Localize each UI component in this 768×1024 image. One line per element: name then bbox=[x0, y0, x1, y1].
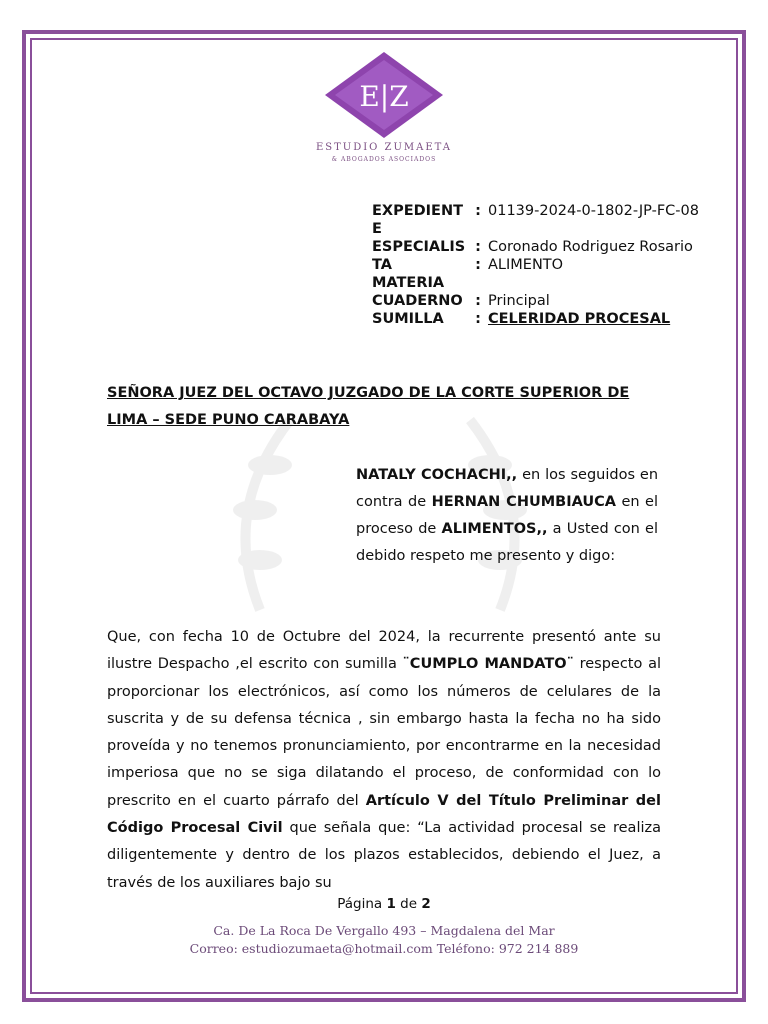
footer-contact: Correo: estudiozumaeta@hotmail.com Teléfono: 972 214 889 bbox=[189, 941, 579, 956]
intro-paragraph: NATALY COCHACHI,, en los seguidos en contra de HERNAN CHUMBIAUCA en el proceso de ALIMENTOS,, a Usted con el debido respeto me presento y digo: bbox=[356, 467, 659, 564]
cuaderno-value: Principal bbox=[488, 293, 550, 309]
sumilla-value: CELERIDAD PROCESAL bbox=[488, 311, 671, 327]
addressee-heading: SEÑORA JUEZ DEL OCTAVO JUZGADO DE LA CORTE SUPERIOR DE LIMA – SEDE PUNO CARABAYA bbox=[107, 385, 630, 428]
defendant-name: HERNAN CHUMBIAUCA bbox=[431, 494, 617, 510]
sumilla-label: SUMILLA bbox=[372, 311, 444, 327]
article-reference: Artículo V del Título Preliminar del Código Procesal Civil bbox=[107, 792, 661, 837]
firm-name: ESTUDIO ZUMAETA bbox=[315, 142, 453, 153]
colon: : bbox=[475, 311, 481, 327]
materia-label: MATERIA bbox=[372, 275, 445, 291]
meta-row-cuaderno bbox=[372, 292, 722, 310]
meta-row-expediente bbox=[372, 202, 722, 238]
firm-subtitle: & ABOGADOS ASOCIADOS bbox=[331, 156, 437, 163]
meta-row-sumilla bbox=[372, 310, 722, 328]
case-metadata bbox=[372, 202, 722, 328]
especialista-label: ESPECIALISTA bbox=[372, 239, 466, 273]
firm-logo bbox=[0, 52, 768, 163]
footer-address: Ca. De La Roca De Vergallo 493 – Magdalena del Mar bbox=[213, 923, 555, 938]
colon: : bbox=[475, 203, 481, 219]
materia-value: ALIMENTO bbox=[488, 257, 564, 273]
colon: : bbox=[475, 239, 481, 255]
cumplo-mandato: ¨CUMPLO MANDATO¨ bbox=[402, 656, 574, 673]
page-number: Página 1 de 2 bbox=[337, 896, 431, 912]
expediente-label: EXPEDIENTE bbox=[372, 203, 463, 237]
footer bbox=[0, 922, 768, 958]
expediente-value: 01139-2024-0-1802-JP-FC-08 bbox=[488, 203, 699, 219]
especialista-value: Coronado Rodriguez Rosario bbox=[488, 239, 693, 255]
ez-diamond-icon bbox=[325, 52, 443, 138]
meta-row-especialista-materia bbox=[372, 238, 722, 292]
body-paragraph: Que, con fecha 10 de Octubre del 2024, la recurrente presentó ante su ilustre Despacho ,el escrito con sumilla ¨CUMPLO MANDATO¨ respecto al proporcionar los electrónicos, así como los números de celulares de la suscrita y de su defensa técnica , sin embargo hasta la fecha no ha sido proveída y no tenemos pronunciamiento, por encontrarme en la necesidad imperiosa que no se siga dilatando el proceso, de conformidad con lo prescrito en el cuarto párrafo del Artículo V del Título Preliminar del Código Procesal Civil que señala que: “La actividad procesal se realiza diligentemente y dentro de los plazos establecidos, debiendo el Juez, a través de los auxiliares bajo su bbox=[107, 629, 661, 891]
cuaderno-label: CUADERNO bbox=[372, 293, 463, 309]
colon: : bbox=[475, 257, 481, 273]
plaintiff-name: NATALY COCHACHI,, bbox=[356, 467, 518, 483]
logo-text: E|Z bbox=[359, 80, 409, 113]
process-type: ALIMENTOS,, bbox=[441, 521, 548, 537]
colon: : bbox=[475, 293, 481, 309]
